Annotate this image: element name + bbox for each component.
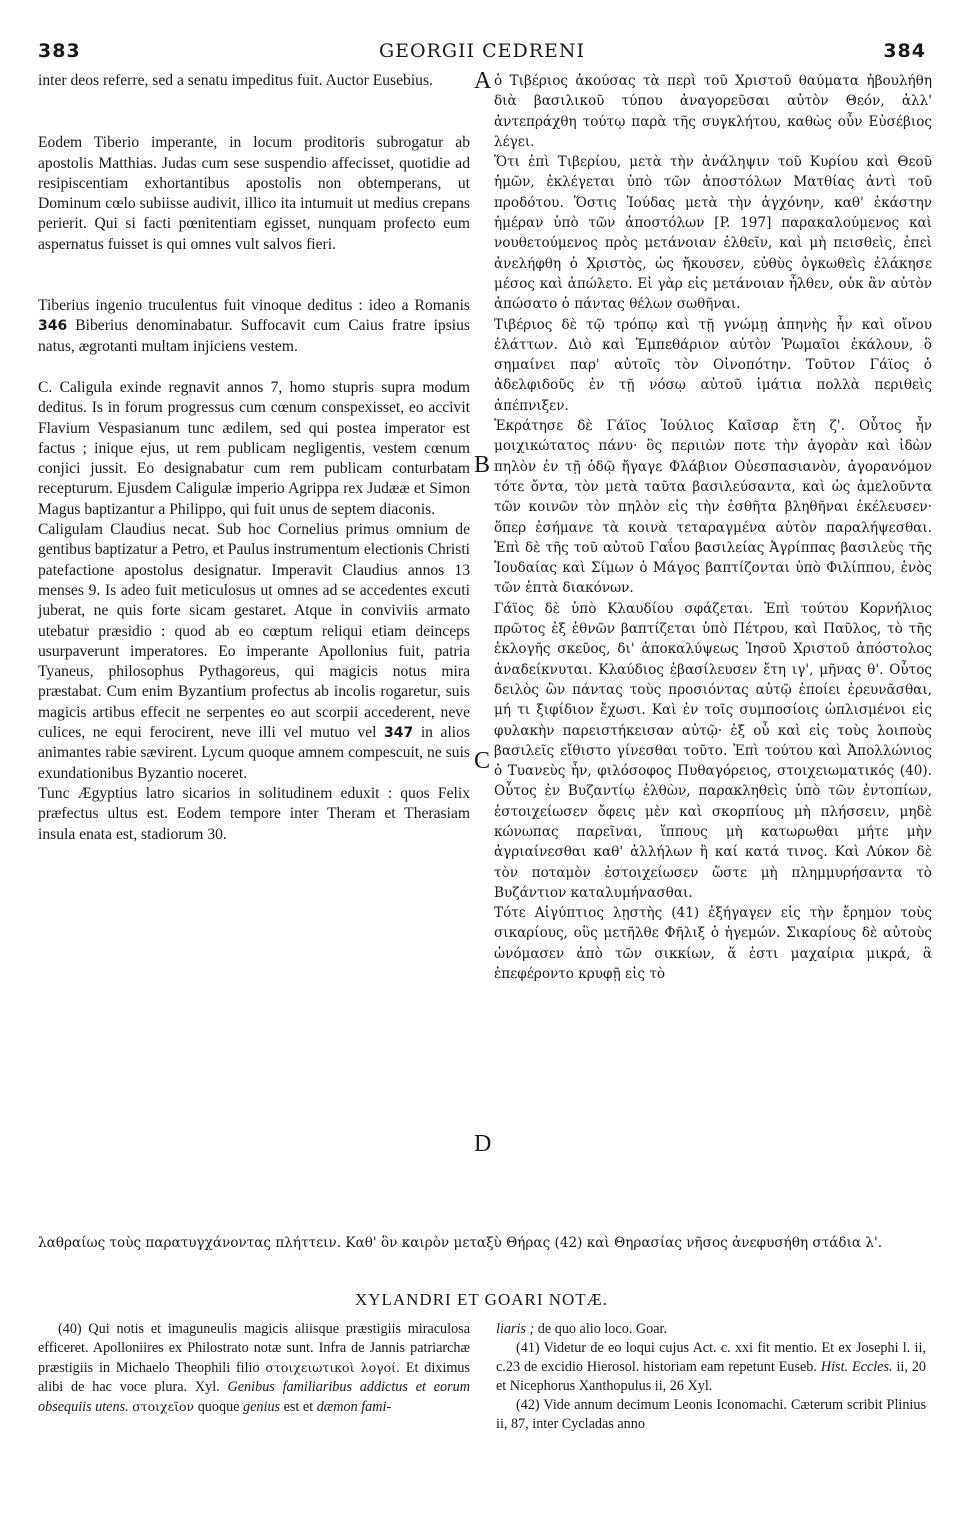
margin-letter: C: [474, 748, 491, 774]
page-number-right: 384: [883, 40, 926, 62]
page-number-left: 383: [38, 40, 81, 62]
greek-paragraph: Ὅτι ἐπὶ Τιβερίου, μετὰ τὴν ἀνάληψιν τοῦ Κυρίου καὶ Θεοῦ ἡμῶν, ἐκλέγεται ὑπὸ τῶν ἀποστόλων Ματθίας ἀντὶ τοῦ προδότου. Ὅστις Ἰούδας μετὰ τὴν ἀγχόνην, καθ' ἑκάστην ἡμέραν ὑπὸ τῶν ἀποστόλων [P. 197] παρακαλούμενος καὶ νουθετούμενος πρὸς μετάνοιαν ἐλθεῖν, καὶ μὴ πεισθεὶς, ἐπεὶ ἀνελήφθη ὁ Χριστὸς, ὡς ἤκουσεν, εὐθὺς ὀγκωθεὶς ἐλάκησε μέσος καὶ ἀπώλετο. Εἰ γὰρ εἰς μετάνοιαν ἦλθεν, οὐκ ἂν αὐτὸν ἀπώσατο ὁ πάντας θέλων σωθῆναι.: [494, 154, 932, 313]
notes-heading: XYLANDRI ET GOARI NOTÆ.: [354, 1290, 609, 1309]
margin-letter: A: [474, 68, 492, 94]
latin-paragraph: Eodem Tiberio imperante, in locum proditoris subrogatur ab apostolis Matthias. Judas cum sese suspendio affecisset, quotidie ad resipiscentiam exhortantibus apostolis non obtemperans, ut Dominum cœlo subiisse audivit, illico ita intumuit ut medius crepans perierit. Qui si facti pœnitentiam egisset, nunquam profecto eum aspernatus fuisset is qui omnes vult salvos fieri.: [38, 134, 470, 253]
footnote-40: (40) Qui notis et imaguneulis magicis aliisque præstigiis miraculosa efficeret. Apolloniires ex Philostrato notæ sunt. Infra de Jannis patriarchæ præstigiis in Michaelo Theophili filio στοιχειωτικοὶ λογοί. Et diximus alibi de hac voce plura. Xyl. Genibus familiaribus addictus et eorum obsequiis utens. στοιχεῖον quoque genius est et dæmon fami-: [38, 1321, 471, 1415]
greek-column: [494, 71, 932, 984]
greek-paragraph: Τότε Αἰγύπτιος λῃστὴς (41) ἐξήγαγεν εἰς τὴν ἔρημον τοὺς σικαρίους, οὓς μετῆλθε Φῆλιξ ὁ ἡγεμών. Σικαρίους δὲ αὐτοὺς ὠνόμασεν ἀπὸ τῶν σικκίων, ἅ ἐστι μαχαίρια μικρά, ἃ ἐπεφέροντο κρυφῇ εἰς τὸ: [494, 905, 932, 983]
greek-paragraph: ὁ Τιβέριος ἀκούσας τὰ περὶ τοῦ Χριστοῦ θαύματα ἠβουλήθη διὰ βασιλικοῦ τύπου ἀναγορεῦσαι αὐτὸν Θεόν, ἀλλ' ἀντεπράχθη τούτῳ παρὰ τῆς συγκλήτου, καθὼς οὖν Εὐσέβιος λέγει.: [494, 73, 932, 150]
running-header: [38, 40, 926, 64]
latin-paragraph: C. Caligula exinde regnavit annos 7, homo stupris supra modum deditus. Is in forum progressus cum cœnum conspexisset, eo accivit Flavium Vespasianum tunc ædilem, sed qui postea imperator est factus ; inique ejus, ut rem publicam negligentis, vestem cœnum conjici jussit. Eo designabatur cum rem publicam conturbatam recepturum. Ejusdem Caligulæ imperio Agrippa rex Judææ et Simon Magus baptizantur a Philippo, qui fuit unus de septem diaconis.: [38, 378, 470, 518]
greek-continuation: λαθραίως τοὺς παρατυγχάνοντας πλήττειν. Καθ' ὃν καιρὸν μεταξὺ Θήρας (42) καὶ Θηρασίας νῆσος ἀνεφυσήθη στάδια λ'.: [38, 1235, 883, 1251]
latin-paragraph: inter deos referre, sed a senatu impeditus fuit. Auctor Eusebius.: [38, 72, 433, 89]
greek-paragraph: Γάϊος δὲ ὑπὸ Κλαυδίου σφάζεται. Ἐπὶ τούτου Κορνήλιος πρῶτος ἐξ ἐθνῶν βαπτίζεται ὑπὸ Πέτρου, καὶ Παῦλος, τὸ τῆς ἐκλογῆς σκεῦος, δι' ἀποκαλύψεως Ἰησοῦ Χριστοῦ ἀπόστολος ἀναδείκνυται. Κλαύδιος ἐβασίλευσεν ἔτη ιγ', μῆνας θ'. Οὗτος δειλὸς ὢν πάντας τοὺς προσιόντας αὐτῷ ἐποίει ἐρευνᾶσθαι, μή τι ξιφίδιον ἔχωσι. Καὶ ἐν τοῖς συμποσίοις ὡπλισμένοι εἰς φυλακὴν παρειστήκεισαν αὐτῷ· ἐξ οὗ καὶ εἰς τοὺς λοιποὺς βασιλεῖς εἴθιστο γίνεσθαι τοῦτο. Ἐπὶ τούτου καὶ Ἀπολλώνιος ὁ Τυανεὺς ἦν, φιλόσοφος Πυθαγόρειος, στοιχειωματικός (40). Οὗτος ἐν Βυζαντίῳ ἐλθὼν, παρακληθεὶς ὑπὸ τῶν ἐντοπίων, ἐστοιχείωσεν ὄφεις μὲν καὶ σκορπίους μὴ πλήσσειν, μηδὲ κώνωπας παρεῖναι, ἵππους μὴ κατωρωθαι μήτε μὴν ἀγριαίνεσθαι καθ' ἀλλήλων ἢ καί κατά τινος. Καὶ Λύκον δὲ τὸν ποταμὸν ἐστοιχείωσεν ὥστε μὴ πλημμυρήσαντα τὸ Βυζάντιον καταλυμήνασθαι.: [494, 600, 932, 901]
page-marker: 347: [384, 725, 414, 742]
latin-paragraph: Tiberius ingenio truculentus fuit vinoque deditus : ideo a Romanis 346 Biberius denominabatur. Suffocavit cum Caius fratre ipsius natus, ægrotanti multam injiciens vestem.: [38, 297, 470, 355]
margin-letter: D: [474, 1131, 492, 1157]
greek-paragraph: Ἐκράτησε δὲ Γάϊος Ἰούλιος Καῖσαρ ἔτη ζ'. Οὗτος ἦν μοιχικώτατος πάνυ· ὃς περιιὼν ποτε τὴν ἀγορὰν καὶ ἰδὼν πηλὸν ἐν τῇ ὁδῷ ἤγαγε Φλάβιον Οὐεσπασιανὸν, ἀγορανόμον τότε ὄντα, τὸν μετὰ ταῦτα βασιλεύσαντα, καὶ ὡς ἀμελοῦντα τῶν κοινῶν τὸν πηλὸν εἰς τὴν ἐσθῆτα βληθῆναι ἐκέλευσεν· ὅπερ ἐσήμανε τὰ κοινὰ τεταραγμένα αὐτὸν παραλήψεσθαι. Ἐπὶ δὲ τῆς τοῦ αὐτοῦ Γαΐου βασιλείας Ἀγρίππας βασιλεὺς τῆς Ἰουδαίας καὶ Σίμων ὁ Μάγος βαπτίζονται ὑπὸ Φιλίππου, ἑνὸς τῶν ἑπτὰ διακόνων.: [494, 418, 932, 597]
footnote-42: (42) Vide annum decimum Leonis Iconomachi. Cæterum scribit Plinius ii, 87, inter Cycladas anno: [496, 1397, 926, 1432]
notes-right-column: [496, 1320, 926, 1434]
latin-column: [38, 71, 470, 845]
page-marker: 346: [38, 318, 68, 335]
notes-left-column: [38, 1320, 470, 1417]
latin-paragraph: Caligulam Claudius necat. Sub hoc Cornelius primus omnium de gentibus baptizatur a Petro, et Paulus instrumentum electionis Christi patefactione apostolus designatur. Imperavit Claudius annos 13 menses 9. Is adeo fuit meticulosus ut omnes ad se accedentes excuti juberat, ne quis forte sicam gestaret. Atque in conviviis armato utebatur præsidio : quod ab eo cœptum reliqui etiam deinceps usurpaverunt imperatores. Eo imperante Apollonius fuit, patria Tyaneus, philosophus Pythagoreus, qui magicis notus mira præstabat. Cum enim Byzantium profectus ab incolis rogaretur, suis magicis artibus effecit ne serpentes eo aut scorpii accederent, neve culices, ne equi ferocirent, neve illi vel mutuo vel 347 in alios animantes rabie sævirent. Lycum quoque amnem compescuit, ne suis exundationibus Byzantio noceret.: [38, 521, 470, 782]
footnote-41: (41) Videtur de eo loqui cujus Act. c. xxi fit mentio. Et ex Josephi l. ii, c.23 de excidio Hierosol. historiam eam repetunt Euseb. Hist. Eccles. ii, 20 et Nicephorus Xanthopulus ii, 26 Xyl.: [496, 1340, 927, 1394]
latin-paragraph: Tunc Ægyptius latro sicarios in solitudinem eduxit : quos Felix præfectus ultus est. Eodem tempore inter Theram et Therasiam insula enata est, stadiorum 30.: [38, 784, 470, 843]
footnote-40-continued: liaris ; de quo alio loco. Goar.: [496, 1321, 668, 1337]
running-title: GEORGII CEDRENI: [378, 40, 586, 62]
margin-letter: B: [474, 452, 491, 478]
greek-paragraph: Τιβέριος δὲ τῷ τρόπῳ καὶ τῇ γνώμῃ ἀπηνὴς ἦν καὶ οἴνου ἐλάττων. Διὸ καὶ Ἐμπεθάριον αὐτὸν Ῥωμαῖοι ἐκάλουν, ὃ σημαίνει παρ' αὐτοῖς τὸν Οἰνοπότην. Τοῦτον Γάϊος ὁ ἀδελφιδοῦς ἐν τῇ νόσῳ αὐτοῦ ἱμάτια πολλὰ περιθεὶς ἀπέπνιξεν.: [494, 316, 932, 414]
